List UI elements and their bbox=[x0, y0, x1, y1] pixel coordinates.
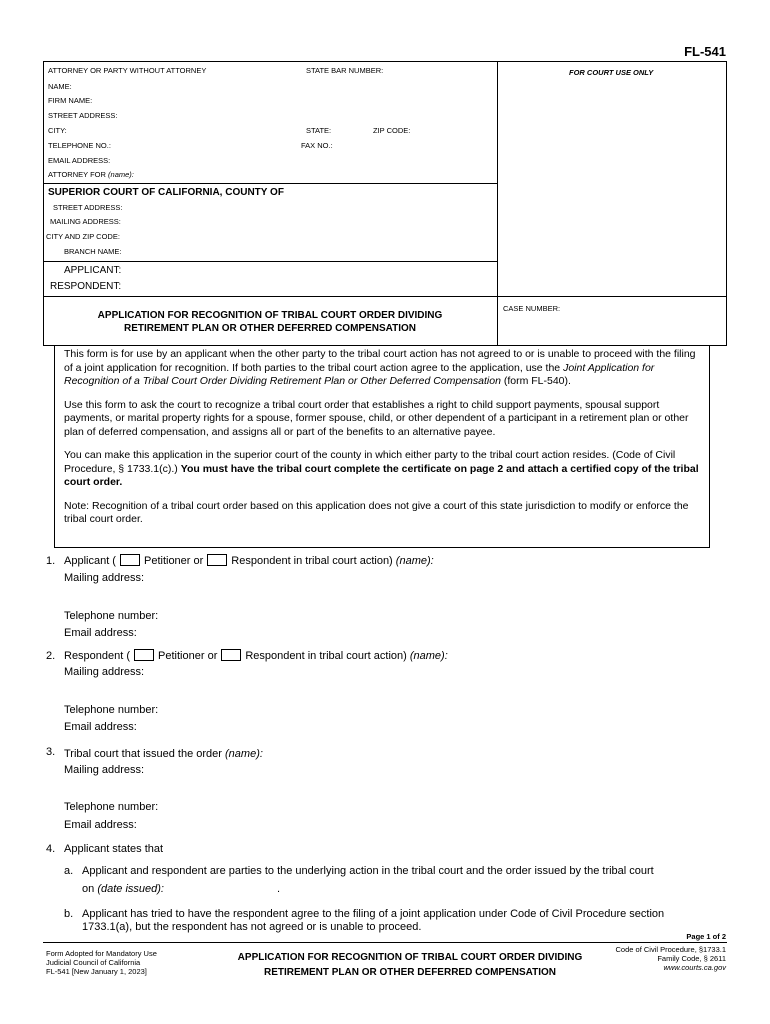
item-4b-text-line2: 1733.1(a), but the respondent has not agreed or is unable to proceed. bbox=[82, 921, 422, 933]
page-number: Page 1 of 2 bbox=[686, 932, 726, 941]
item-2-respondent-label: Respondent in tribal court action) bbox=[245, 650, 407, 662]
item-2-telephone[interactable]: Telephone number: bbox=[64, 704, 159, 716]
court-use-divider bbox=[497, 61, 498, 346]
court-title: SUPERIOR COURT OF CALIFORNIA, COUNTY OF bbox=[48, 187, 284, 198]
item-3-tribal-court[interactable] bbox=[64, 747, 263, 761]
item-1-telephone[interactable]: Telephone number: bbox=[64, 610, 159, 622]
item-3-name-hint: (name): bbox=[225, 748, 263, 760]
item-1-mailing-address[interactable]: Mailing address: bbox=[64, 572, 145, 584]
item-2-number: 2. bbox=[46, 650, 56, 662]
case-number-label[interactable]: CASE NUMBER: bbox=[503, 304, 561, 313]
court-use-label: FOR COURT USE ONLY bbox=[569, 68, 654, 77]
item-1-petitioner-checkbox[interactable] bbox=[120, 554, 140, 566]
form-title bbox=[43, 309, 497, 335]
attorney-for-text: ATTORNEY FOR bbox=[48, 170, 106, 179]
caption-box bbox=[43, 61, 727, 346]
court-branch-label[interactable]: BRANCH NAME: bbox=[64, 247, 122, 256]
item-1-name-hint: (name): bbox=[395, 555, 434, 567]
item-2-name-hint: (name): bbox=[409, 650, 448, 662]
instructions-p3-bold: You must have the tribal court complete the certificate on page 2 and attach a certified copy of the tribal court order. bbox=[64, 462, 699, 488]
footer-ccp-citation: Code of Civil Procedure, §1733.1 bbox=[615, 945, 726, 954]
footer-revision: FL-541 [New January 1, 2023] bbox=[46, 967, 147, 976]
form-title-line1: APPLICATION FOR RECOGNITION OF TRIBAL COURT ORDER DIVIDING bbox=[97, 310, 443, 321]
item-1-number: 1. bbox=[46, 555, 56, 567]
item-4a-letter: a. bbox=[64, 865, 74, 877]
court-city-zip-label[interactable]: CITY AND ZIP CODE: bbox=[46, 232, 120, 241]
item-1-email[interactable]: Email address: bbox=[64, 627, 137, 639]
item-4a-period: . bbox=[276, 883, 281, 895]
item-1-label: Applicant ( bbox=[64, 555, 116, 567]
item-2-respondent bbox=[64, 649, 448, 663]
item-2-petitioner-checkbox[interactable] bbox=[134, 649, 154, 661]
telephone-label[interactable]: TELEPHONE NO.: bbox=[48, 141, 111, 150]
respondent-label[interactable]: RESPONDENT: bbox=[50, 281, 122, 292]
instructions-p3-text: You can make this application in the superior court of the county in which either party to the tribal court action resides. (Code of Civil Procedure, § 1733.1(c).) bbox=[64, 449, 676, 475]
attorney-for-label[interactable] bbox=[48, 170, 134, 179]
attorney-for-name-hint: (name): bbox=[108, 170, 134, 179]
firm-name-label[interactable]: FIRM NAME: bbox=[48, 96, 93, 105]
item-4-label: Applicant states that bbox=[64, 843, 164, 855]
footer-title-line2: RETIREMENT PLAN OR OTHER DEFERRED COMPENSATION bbox=[263, 967, 557, 978]
footer-left bbox=[46, 949, 157, 976]
instructions-p1-form-number: (form FL-540). bbox=[500, 375, 571, 387]
item-3-label: Tribal court that issued the order bbox=[64, 748, 222, 760]
item-3-email[interactable]: Email address: bbox=[64, 819, 137, 831]
court-street-label[interactable]: STREET ADDRESS: bbox=[53, 203, 123, 212]
item-2-label: Respondent ( bbox=[64, 650, 131, 662]
item-3-mailing-address[interactable]: Mailing address: bbox=[64, 764, 145, 776]
attorney-divider bbox=[43, 183, 497, 184]
footer-website-link[interactable]: www.courts.ca.gov bbox=[663, 963, 726, 972]
city-label[interactable]: CITY: bbox=[48, 126, 67, 135]
instructions-paragraph-2: Use this form to ask the court to recognize a tribal court order that establishes a right to child support payments, spousal support payments, or marital property rights for a spouse, former spouse, child, or other dependent of a participant in a retirement plan or other plan of deferred compensation, and assigns all or part of the benefits to an alternative payee. bbox=[64, 398, 689, 438]
item-4b-text-line1: Applicant has tried to have the respondent agree to the filing of a joint application under Code of Civil Procedure section bbox=[82, 908, 665, 920]
item-4a-text: Applicant and respondent are parties to the underlying action in the tribal court and the order issued by the tribal court bbox=[82, 865, 654, 877]
court-divider bbox=[43, 261, 497, 262]
footer-title bbox=[200, 950, 620, 980]
item-4b-letter: b. bbox=[64, 908, 74, 920]
footer-council: Judicial Council of California bbox=[46, 958, 141, 967]
footer-title-line1: APPLICATION FOR RECOGNITION OF TRIBAL COURT ORDER DIVIDING bbox=[237, 952, 583, 963]
court-mailing-label[interactable]: MAILING ADDRESS: bbox=[50, 217, 121, 226]
instructions-p1-form-name: Joint Application for Recognition of a Tribal Court Order Dividing Retirement Plan or Other Deferred Compensation bbox=[64, 361, 655, 387]
attorney-label: ATTORNEY OR PARTY WITHOUT ATTORNEY bbox=[48, 66, 207, 75]
item-2-petitioner-label: Petitioner or bbox=[158, 650, 218, 662]
parties-divider bbox=[43, 296, 727, 297]
footer-right bbox=[616, 945, 726, 972]
instructions-paragraph-4: Note: Recognition of a tribal court order based on this application does not give a court of this state jurisdiction to modify or enforce the tribal court order. bbox=[64, 499, 689, 525]
item-2-email[interactable]: Email address: bbox=[64, 721, 137, 733]
item-4a-date-hint: (date issued): bbox=[97, 883, 164, 895]
instructions-paragraph-1 bbox=[64, 348, 701, 389]
item-1-petitioner-label: Petitioner or bbox=[143, 555, 204, 567]
name-label[interactable]: NAME: bbox=[48, 82, 72, 91]
street-address-label[interactable]: STREET ADDRESS: bbox=[48, 111, 118, 120]
item-1-applicant bbox=[64, 554, 434, 568]
email-label[interactable]: EMAIL ADDRESS: bbox=[48, 156, 111, 165]
instructions-p1-text: This form is for use by an applicant when the other party to the tribal court action has not agreed to or is unable to proceed with the filing of a joint application for recognition. If both parties to the tribal court action agree to the application, use the bbox=[64, 348, 696, 374]
footer-adopted: Form Adopted for Mandatory Use bbox=[46, 949, 157, 958]
item-3-number: 3. bbox=[46, 746, 56, 758]
item-3-telephone[interactable]: Telephone number: bbox=[64, 801, 159, 813]
applicant-label[interactable]: APPLICANT: bbox=[64, 265, 122, 276]
footer-family-code: Family Code, § 2611 bbox=[657, 954, 726, 963]
instructions-box bbox=[54, 345, 710, 548]
zip-label[interactable]: ZIP CODE: bbox=[373, 126, 411, 135]
item-4a-date-line[interactable] bbox=[82, 882, 280, 896]
item-4-number: 4. bbox=[46, 843, 56, 855]
item-1-respondent-label: Respondent in tribal court action) bbox=[231, 555, 393, 567]
state-bar-label: STATE BAR NUMBER: bbox=[306, 66, 384, 75]
item-4a-on: on bbox=[82, 883, 95, 895]
fax-label[interactable]: FAX NO.: bbox=[301, 141, 333, 150]
item-1-respondent-checkbox[interactable] bbox=[207, 554, 227, 566]
footer-rule bbox=[43, 942, 727, 943]
form-number: FL-541 bbox=[684, 44, 726, 59]
item-2-mailing-address[interactable]: Mailing address: bbox=[64, 666, 145, 678]
item-2-respondent-checkbox[interactable] bbox=[221, 649, 241, 661]
instructions-paragraph-3 bbox=[64, 449, 701, 490]
form-title-line2: RETIREMENT PLAN OR OTHER DEFERRED COMPENSATION bbox=[123, 323, 417, 334]
state-label[interactable]: STATE: bbox=[306, 126, 332, 135]
